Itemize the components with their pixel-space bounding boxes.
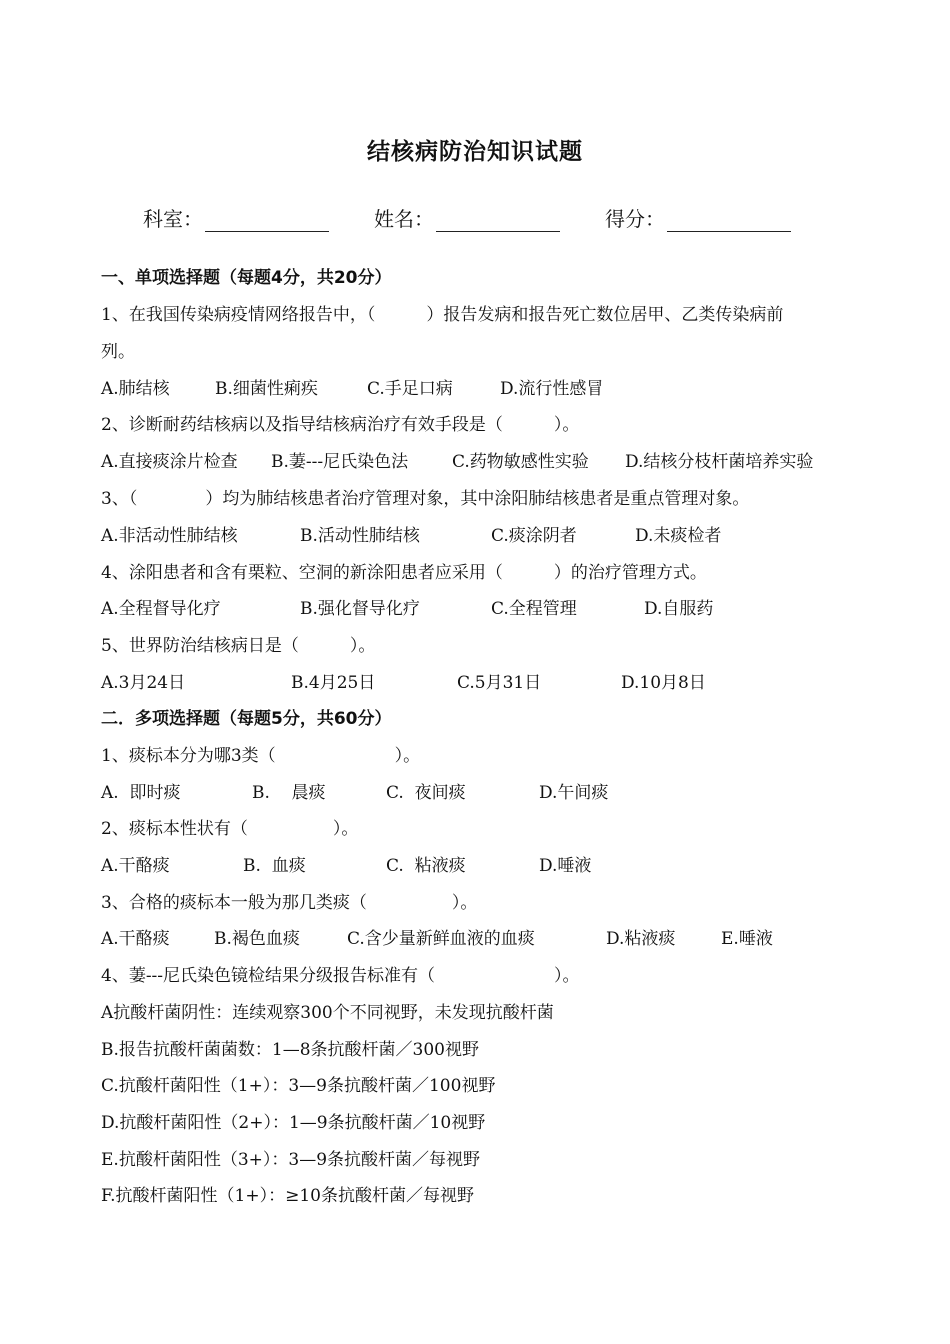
name-field	[374, 203, 560, 232]
option: A.干酪痰	[101, 929, 170, 949]
option: C.5月31日	[457, 673, 542, 693]
s1-q2-options	[101, 450, 861, 474]
section2-heading: 二．多项选择题（每题5分，共60分）	[101, 709, 392, 729]
s2-q1: 1、痰标本分为哪3类（ ）。	[101, 746, 421, 766]
option: D.自服药	[644, 599, 714, 619]
s1-q3-options	[101, 524, 861, 548]
s2-q3: 3、合格的痰标本一般为那几类痰（ ）。	[101, 893, 478, 913]
score-label: 得分：	[605, 207, 665, 231]
option: C. 粘液痰	[386, 856, 466, 876]
s1-q1-line1: 1、在我国传染病疫情网络报告中，（ ）报告发病和报告死亡数位居甲、乙类传染病前	[101, 305, 784, 325]
option: C.药物敏感性实验	[452, 452, 589, 472]
s1-q3: 3、（ ）均为肺结核患者治疗管理对象，其中涂阳肺结核患者是重点管理对象。	[101, 489, 750, 509]
page-title: 结核病防治知识试题	[367, 139, 583, 165]
option: A.全程督导化疗	[101, 599, 221, 619]
s2-q3-options	[101, 927, 861, 951]
s2-q4-item: E.抗酸杆菌阳性（3+）：3—9条抗酸杆菌／每视野	[101, 1150, 481, 1170]
s1-q4-options	[101, 597, 861, 621]
section1-heading: 一、单项选择题（每题4分，共20分）	[101, 268, 392, 288]
option: A.非活动性肺结核	[101, 526, 238, 546]
option: B.活动性肺结核	[300, 526, 420, 546]
option: E.唾液	[721, 929, 773, 949]
info-row	[143, 203, 843, 235]
s2-q4-item: B.报告抗酸杆菌菌数：1—8条抗酸杆菌／300视野	[101, 1040, 479, 1060]
option: C. 夜间痰	[386, 783, 466, 803]
option: B.4月25日	[291, 673, 376, 693]
option: A.直接痰涂片检查	[101, 452, 238, 472]
s2-q4-item: A抗酸杆菌阴性：连续观察300个不同视野，未发现抗酸杆菌	[101, 1003, 554, 1023]
option: C.手足口病	[367, 379, 453, 399]
s2-q4-item: F.抗酸杆菌阳性（1+）：≥10条抗酸杆菌／每视野	[101, 1186, 474, 1206]
s1-q5: 5、世界防治结核病日是（ ）。	[101, 636, 376, 656]
s2-q4-item: D.抗酸杆菌阳性（2+）：1—9条抗酸杆菌／10视野	[101, 1113, 486, 1133]
name-blank[interactable]	[436, 209, 560, 232]
option: B. 晨痰	[252, 783, 326, 803]
option: C.全程管理	[491, 599, 577, 619]
option: A.干酪痰	[101, 856, 170, 876]
s1-q2: 2、诊断耐药结核病以及指导结核病治疗有效手段是（ ）。	[101, 415, 580, 435]
option: B.萋---尼氏染色法	[271, 452, 409, 472]
s2-q1-options	[101, 781, 861, 805]
score-blank[interactable]	[667, 209, 791, 232]
score-field	[605, 203, 791, 232]
option: D.10月8日	[621, 673, 706, 693]
option: D.粘液痰	[606, 929, 676, 949]
dept-field	[143, 203, 329, 232]
option: A.肺结核	[101, 379, 170, 399]
s1-q4: 4、涂阳患者和含有栗粒、空洞的新涂阳患者应采用（ ）的治疗管理方式。	[101, 563, 707, 583]
s1-q5-options	[101, 671, 861, 695]
s1-q1-line2: 列。	[101, 342, 135, 362]
option: B. 血痰	[243, 856, 306, 876]
option: B.细菌性痢疾	[215, 379, 318, 399]
option: B.褐色血痰	[214, 929, 300, 949]
s2-q4: 4、萋---尼氏染色镜检结果分级报告标准有（ ）。	[101, 966, 580, 986]
option: D.流行性感冒	[500, 379, 604, 399]
option: D.唾液	[539, 856, 592, 876]
s2-q2: 2、痰标本性状有（ ）。	[101, 819, 359, 839]
option: B.强化督导化疗	[300, 599, 420, 619]
s1-q1-options	[101, 377, 861, 401]
s2-q2-options	[101, 854, 861, 878]
dept-blank[interactable]	[205, 209, 329, 232]
s2-q4-item: C.抗酸杆菌阳性（1+）：3—9条抗酸杆菌／100视野	[101, 1076, 496, 1096]
option: D.午间痰	[539, 783, 609, 803]
option: C.含少量新鲜血液的血痰	[347, 929, 535, 949]
option: A.3月24日	[101, 673, 186, 693]
dept-label: 科室：	[143, 207, 203, 231]
option: C.痰涂阴者	[491, 526, 577, 546]
option: D.结核分枝杆菌培养实验	[625, 452, 814, 472]
option: D.未痰检者	[635, 526, 722, 546]
option: A. 即时痰	[101, 783, 181, 803]
name-label: 姓名：	[374, 207, 434, 231]
